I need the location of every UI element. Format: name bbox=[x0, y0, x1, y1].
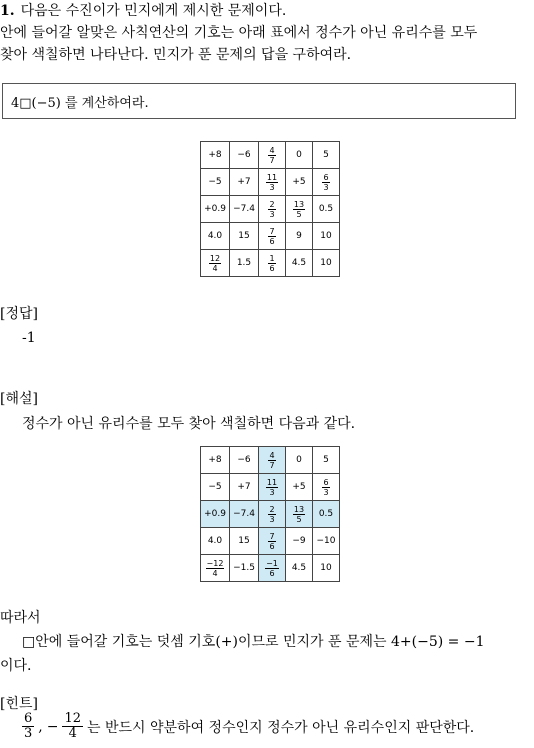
grid-cell: −9 bbox=[286, 528, 313, 555]
grid-cell: −7.4 bbox=[230, 196, 259, 223]
grid-cell: −5 bbox=[201, 169, 230, 196]
numerator: 6 bbox=[323, 477, 329, 487]
explanation-line-1: 정수가 아닌 유리수를 모두 찾아 색칠하면 다음과 같다. bbox=[22, 416, 356, 432]
denominator: 6 bbox=[269, 236, 275, 246]
denominator: 3 bbox=[269, 514, 275, 524]
denominator: 5 bbox=[296, 514, 302, 524]
problem-text-1: 다음은 수진이가 민지에게 제시한 문제이다. bbox=[20, 3, 287, 19]
grid-row bbox=[201, 250, 340, 277]
answer-heading: [정답] bbox=[0, 306, 38, 322]
grid-cell bbox=[259, 447, 286, 474]
grid-cell: +0.9 bbox=[201, 196, 230, 223]
highlighted-number-grid bbox=[200, 446, 340, 582]
grid-cell: 10 bbox=[313, 555, 340, 582]
numerator: 13 bbox=[293, 504, 305, 514]
denominator: 5 bbox=[296, 209, 302, 219]
fraction bbox=[268, 451, 275, 470]
numerator: 11 bbox=[266, 477, 278, 487]
problem-box-text: 4□(−5) 를 계산하여라. bbox=[11, 96, 149, 111]
fraction bbox=[268, 532, 275, 551]
grid-row bbox=[201, 528, 340, 555]
grid-cell bbox=[286, 501, 313, 528]
grid-cell bbox=[259, 169, 286, 196]
grid-row bbox=[201, 169, 340, 196]
denominator: 7 bbox=[269, 460, 275, 470]
grid-cell: +7 bbox=[230, 474, 259, 501]
grid-cell bbox=[259, 501, 286, 528]
fraction bbox=[268, 200, 275, 219]
grid-cell bbox=[259, 555, 286, 582]
numerator: 12 bbox=[209, 253, 221, 263]
therefore-label: 따라서 bbox=[0, 610, 41, 626]
hint-line bbox=[22, 712, 474, 741]
fraction bbox=[268, 227, 275, 246]
grid-row bbox=[201, 447, 340, 474]
numerator: 4 bbox=[269, 450, 275, 460]
fraction bbox=[209, 254, 221, 273]
problem-line-3: 찾아 색칠하면 나타난다. 민지가 푼 문제의 답을 구하여라. bbox=[0, 47, 352, 63]
fraction bbox=[322, 478, 329, 497]
fraction bbox=[266, 478, 278, 497]
hint-separator: , bbox=[38, 718, 43, 735]
numerator: 11 bbox=[266, 172, 278, 182]
grid-cell: −6 bbox=[230, 447, 259, 474]
grid-cell bbox=[259, 142, 286, 169]
grid-cell: 10 bbox=[313, 250, 340, 277]
hint-heading: [힌트] bbox=[0, 696, 38, 712]
numerator: −12 bbox=[206, 558, 224, 568]
numerator: 7 bbox=[269, 226, 275, 236]
grid-cell: +7 bbox=[230, 169, 259, 196]
grid-row bbox=[201, 196, 340, 223]
fraction bbox=[322, 173, 329, 192]
numerator: 2 bbox=[269, 504, 275, 514]
numerator: −1 bbox=[266, 558, 278, 568]
problem-box bbox=[2, 83, 516, 119]
grid-cell bbox=[313, 474, 340, 501]
denominator: 3 bbox=[323, 487, 329, 497]
grid-cell: 4.0 bbox=[201, 223, 230, 250]
grid-cell bbox=[259, 474, 286, 501]
grid-cell: 0 bbox=[286, 142, 313, 169]
denominator: 4 bbox=[212, 263, 218, 273]
grid-cell: −5 bbox=[201, 474, 230, 501]
grid-cell: +0.9 bbox=[201, 501, 230, 528]
grid-cell: 4.5 bbox=[286, 555, 313, 582]
grid-cell: −7.4 bbox=[230, 501, 259, 528]
explanation-line-3: 이다. bbox=[0, 658, 32, 674]
fraction bbox=[293, 200, 305, 219]
grid-cell: 0 bbox=[286, 447, 313, 474]
grid-cell: +8 bbox=[201, 142, 230, 169]
grid-cell: 15 bbox=[230, 528, 259, 555]
fraction bbox=[206, 559, 225, 578]
grid-row bbox=[201, 555, 340, 582]
grid-cell: +8 bbox=[201, 447, 230, 474]
grid-cell bbox=[201, 555, 230, 582]
denominator: 6 bbox=[269, 263, 275, 273]
fraction bbox=[266, 173, 278, 192]
grid-cell: 5 bbox=[313, 447, 340, 474]
grid-row bbox=[201, 474, 340, 501]
denominator: 4 bbox=[212, 568, 218, 578]
denominator: 7 bbox=[269, 155, 275, 165]
grid-cell bbox=[259, 528, 286, 555]
grid-cell bbox=[201, 250, 230, 277]
grid-cell: 0.5 bbox=[313, 501, 340, 528]
grid-cell: 9 bbox=[286, 223, 313, 250]
grid-cell: +5 bbox=[286, 169, 313, 196]
grid-cell bbox=[286, 196, 313, 223]
grid-cell: 5 bbox=[313, 142, 340, 169]
problem-line-2: 안에 들어갈 알맞은 사칙연산의 기호는 아래 표에서 정수가 아닌 유리수를 모두 bbox=[0, 25, 478, 41]
grid-cell: 1.5 bbox=[230, 250, 259, 277]
denominator: 6 bbox=[269, 541, 275, 551]
grid-cell bbox=[259, 223, 286, 250]
hint-minus-sign: − bbox=[46, 718, 59, 735]
grid-cell: −1.5 bbox=[230, 555, 259, 582]
answer-value: -1 bbox=[22, 330, 36, 346]
explanation-line-2: □안에 들어갈 기호는 덧셈 기호(+)이므로 민지가 푼 문제는 4+(−5) = −1 bbox=[22, 634, 485, 650]
denominator: 3 bbox=[323, 182, 329, 192]
fraction bbox=[268, 254, 275, 273]
grid-cell: 4.5 bbox=[286, 250, 313, 277]
numerator: 1 bbox=[269, 253, 275, 263]
number-grid bbox=[200, 141, 340, 277]
problem-line-1 bbox=[0, 2, 286, 20]
fraction bbox=[268, 505, 275, 524]
denominator: 3 bbox=[269, 487, 275, 497]
grid-cell: +5 bbox=[286, 474, 313, 501]
fraction bbox=[265, 559, 279, 578]
grid-cell: −10 bbox=[313, 528, 340, 555]
fraction bbox=[293, 505, 305, 524]
grid-row bbox=[201, 501, 340, 528]
numerator: 6 bbox=[323, 172, 329, 182]
grid-cell: 15 bbox=[230, 223, 259, 250]
denominator: 6 bbox=[269, 568, 275, 578]
grid-cell: −6 bbox=[230, 142, 259, 169]
fraction bbox=[268, 146, 275, 165]
grid-row bbox=[201, 223, 340, 250]
numerator: 4 bbox=[269, 145, 275, 155]
grid-cell: 0.5 bbox=[313, 196, 340, 223]
grid-cell: 10 bbox=[313, 223, 340, 250]
explanation-heading: [해설] bbox=[0, 391, 38, 407]
numerator: 7 bbox=[269, 531, 275, 541]
denominator: 3 bbox=[269, 182, 275, 192]
problem-number: 1. bbox=[0, 3, 15, 19]
hint-fraction-1: 6 3 bbox=[24, 711, 33, 741]
grid-row bbox=[201, 142, 340, 169]
numerator: 13 bbox=[293, 199, 305, 209]
grid-cell bbox=[259, 250, 286, 277]
hint-fraction-2: $\frac{12}{4}$ bbox=[64, 711, 82, 741]
hint-text: 는 반드시 약분하여 정수인지 정수가 아닌 유리수인지 판단한다. bbox=[87, 719, 475, 736]
grid-cell bbox=[313, 169, 340, 196]
denominator: 3 bbox=[269, 209, 275, 219]
numerator: 2 bbox=[269, 199, 275, 209]
grid-cell bbox=[259, 196, 286, 223]
grid-cell: 4.0 bbox=[201, 528, 230, 555]
